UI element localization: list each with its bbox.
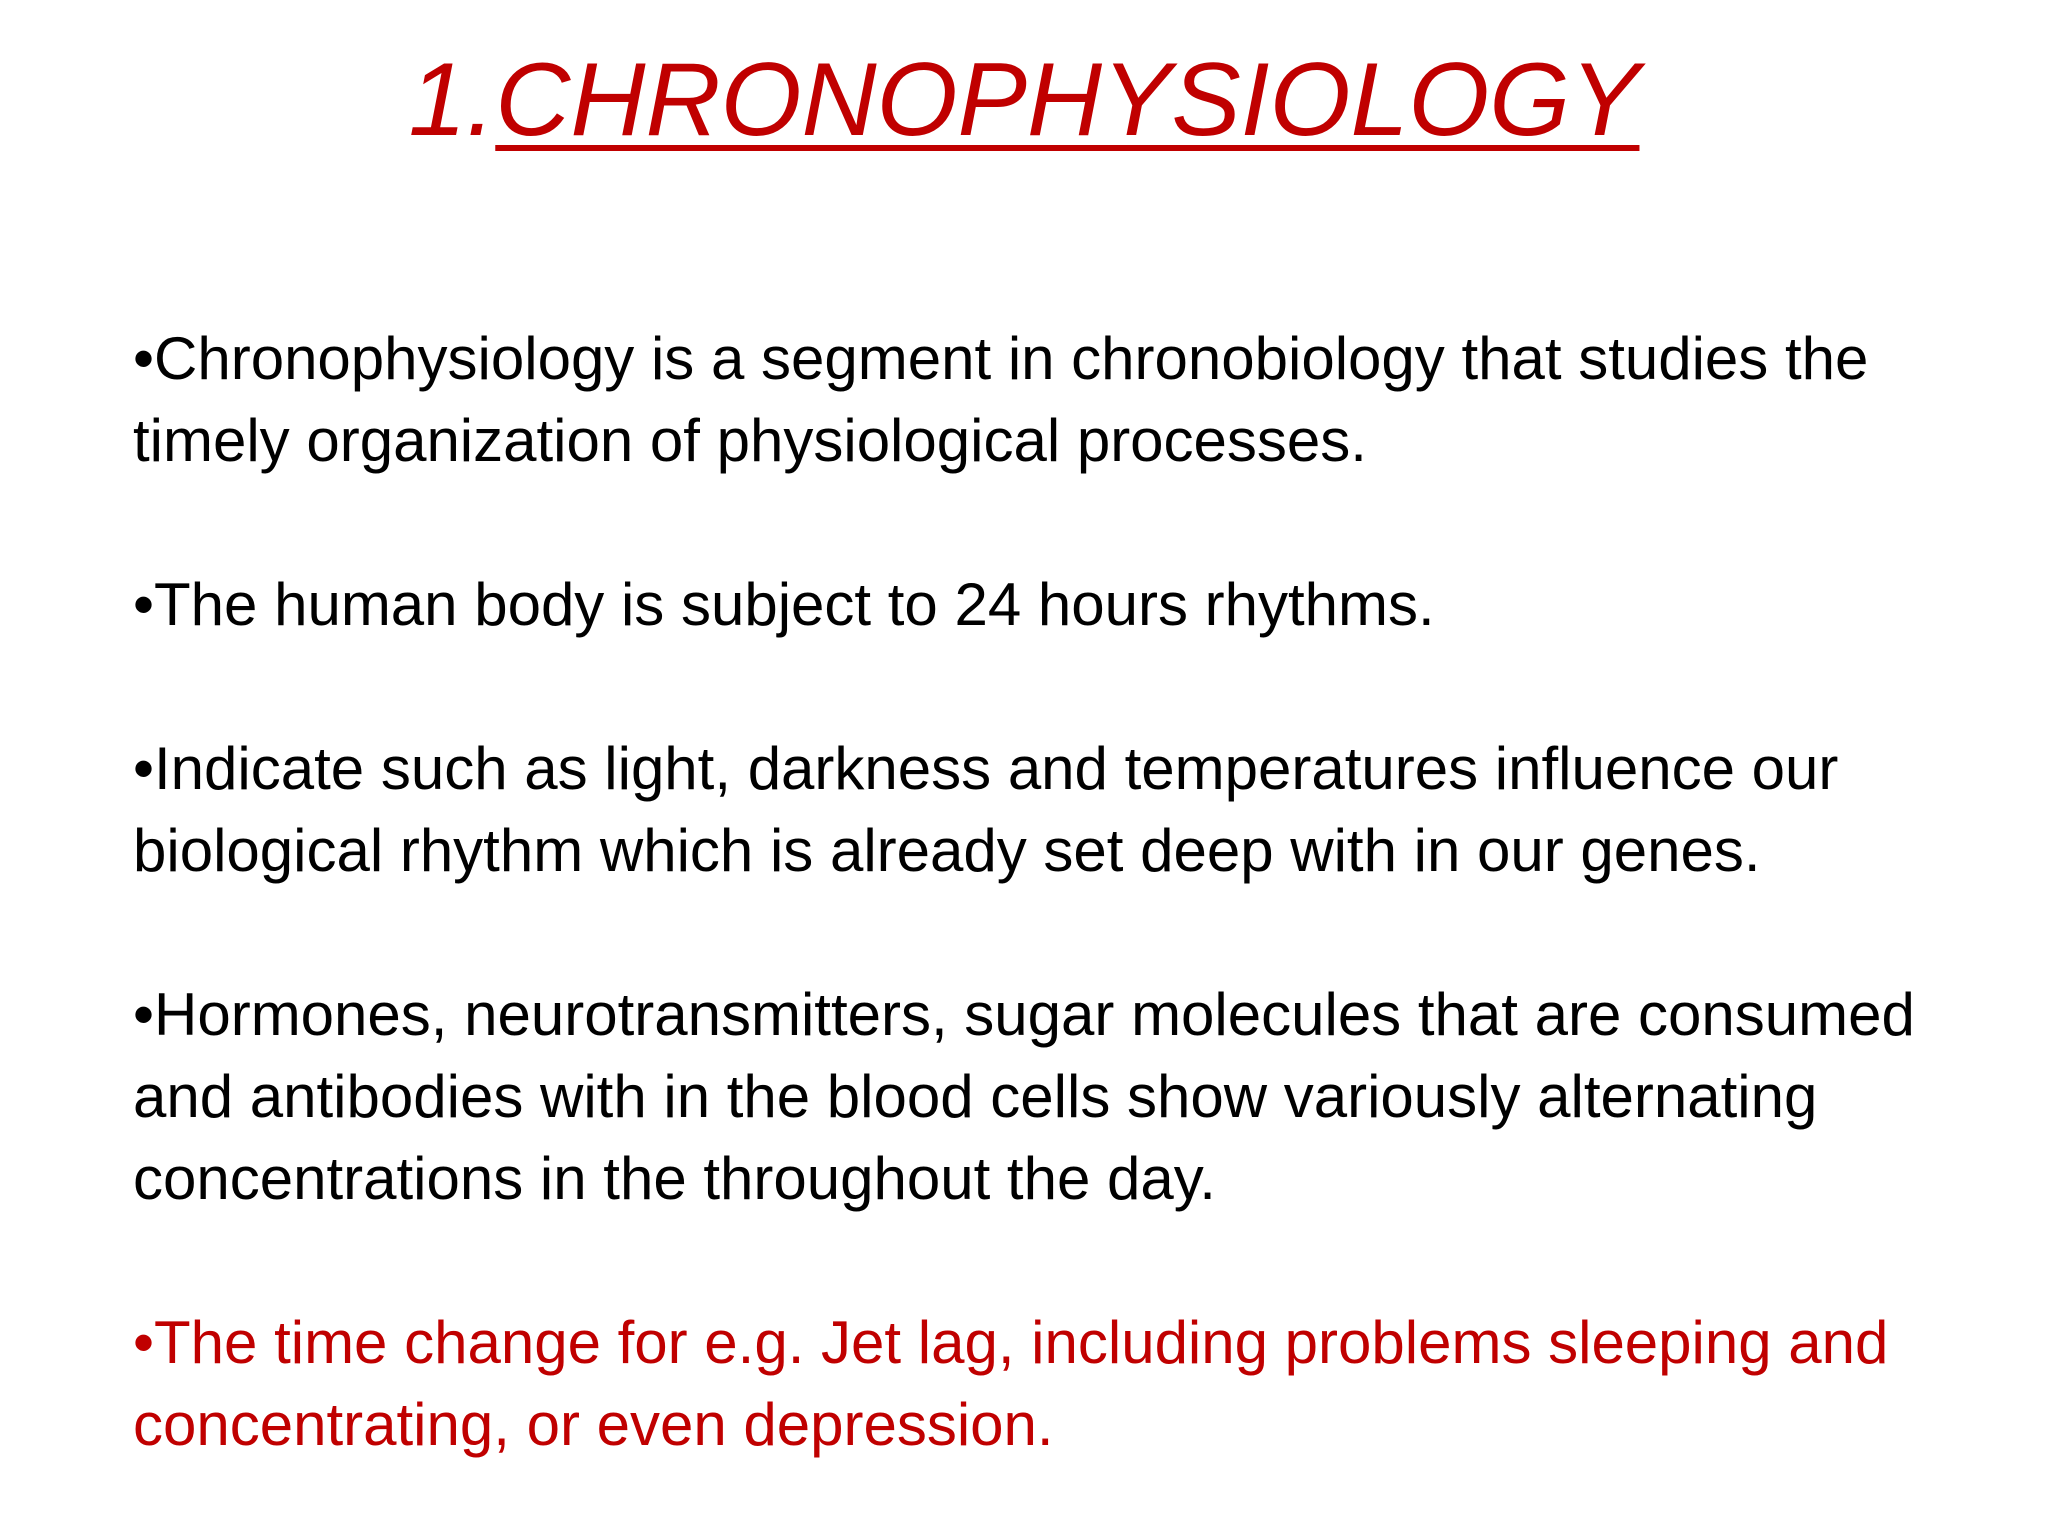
bullet-marker: • — [133, 1309, 155, 1376]
slide-title — [0, 40, 2048, 160]
bullet-item — [133, 974, 1963, 1220]
bullet-text: Hormones, neurotransmitters, sugar molecules that are consumed and antibodies with in the blood cells show variously alternating concentrations in the throughout the day. — [133, 981, 1915, 1212]
bullet-item — [133, 564, 1963, 646]
bullet-marker: • — [133, 325, 155, 392]
bullet-marker: • — [133, 735, 155, 802]
bullet-item-highlighted — [133, 1302, 1963, 1466]
bullet-text: The human body is subject to 24 hours rhythms. — [154, 571, 1435, 638]
title-word: CHRONOPHYSIOLOGY — [495, 42, 1640, 158]
bullet-marker: • — [133, 981, 155, 1048]
title-number: 1. — [408, 42, 496, 158]
bullet-item — [133, 318, 1963, 482]
bullet-text: Indicate such as light, darkness and temperatures influence our biological rhythm which is already set deep with in our genes. — [133, 735, 1839, 884]
bullet-text: Chronophysiology is a segment in chronobiology that studies the timely organization of physiological processes. — [133, 325, 1869, 474]
bullet-text: The time change for e.g. Jet lag, including problems sleeping and concentrating, or even depression. — [133, 1309, 1889, 1458]
bullet-list — [133, 318, 1963, 1466]
bullet-item — [133, 728, 1963, 892]
bullet-marker: • — [133, 571, 155, 638]
